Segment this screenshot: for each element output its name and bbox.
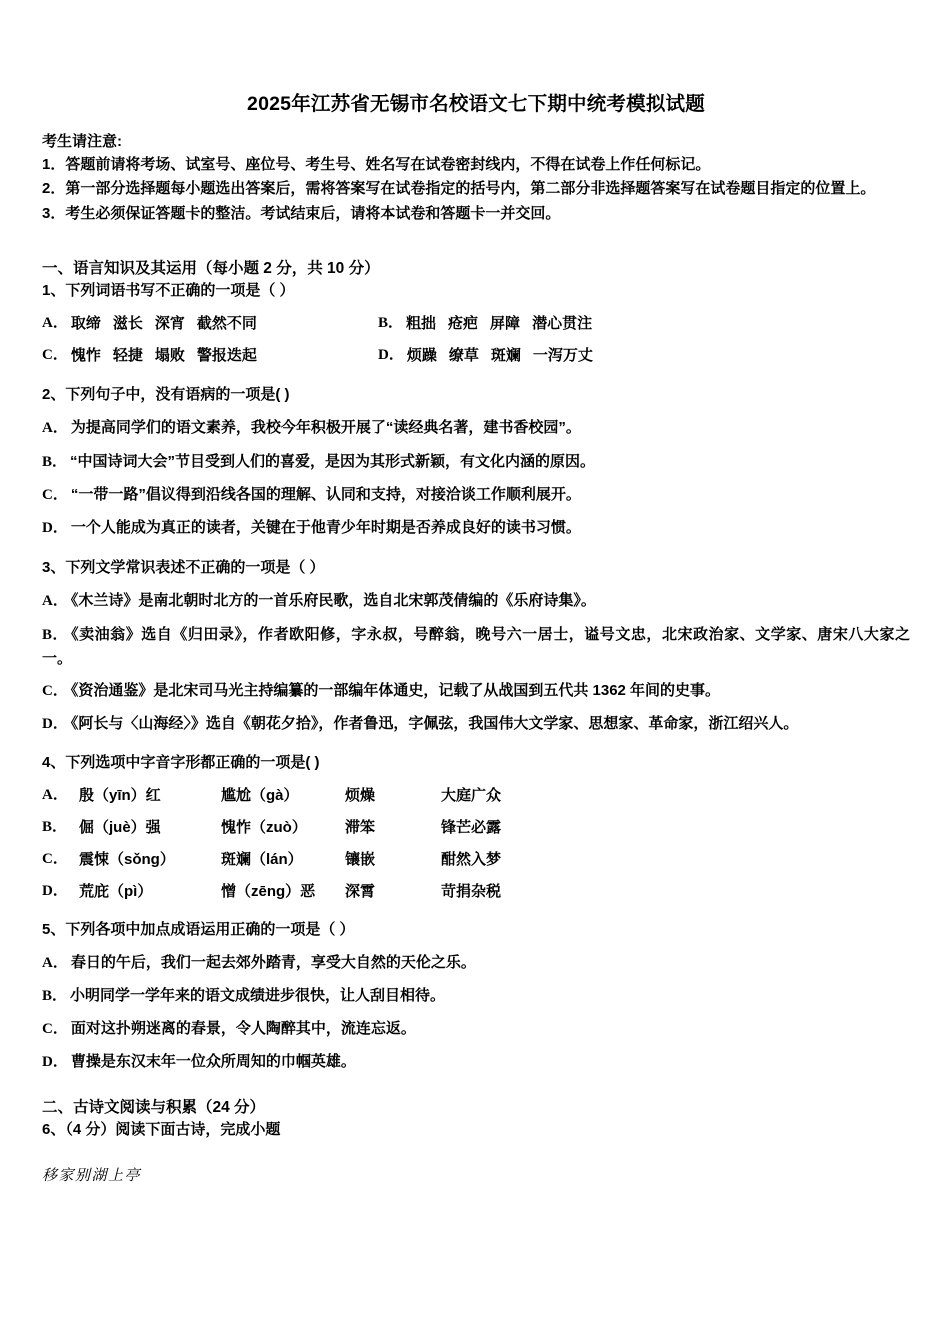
option-letter: A． <box>42 314 68 331</box>
option-cell: 滞笨 <box>345 818 376 836</box>
option-letter: D． <box>42 520 68 537</box>
notice-heading: 考生请注意: <box>42 133 122 150</box>
word: 斑斓 <box>490 347 521 365</box>
word: 缭草 <box>448 347 479 365</box>
option-cell: 尴尬（gà） <box>221 786 299 804</box>
option-text: 《阿长与〈山海经〉》选自《朝花夕拾》，作者鲁迅，字佩弦，我国伟大文学家、思想家、革命家，浙江绍兴人。 <box>70 715 799 733</box>
option-row <box>42 312 910 335</box>
option-D <box>42 880 910 903</box>
word: 烦躁 <box>406 347 437 365</box>
word: 一泻万丈 <box>532 347 593 365</box>
page-title: 2025年江苏省无锡市名校语文七下期中统考模拟试题 <box>247 93 705 115</box>
option-letter: D． <box>42 883 68 900</box>
option-text: 《木兰诗》是南北朝时北方的一首乐府民歌，选自北宋郭茂倩编的《乐府诗集》。 <box>70 592 596 610</box>
option-cell: 愧怍（zuò） <box>221 818 307 836</box>
option-letter: C． <box>42 851 68 868</box>
word: 滋长 <box>112 314 143 332</box>
option-letter: B． <box>42 626 69 643</box>
option-cell: 荒庇（pì） <box>79 883 153 901</box>
option-letter: C． <box>42 683 68 700</box>
section-heading-2: 二、古诗文阅读与积累（24 分） <box>42 1098 266 1116</box>
option-A <box>42 951 910 975</box>
option-letter: A． <box>42 420 68 437</box>
option-cell: 镶嵌 <box>345 851 376 869</box>
option-B <box>42 450 910 474</box>
word: 警报迭起 <box>196 347 257 365</box>
option-cell: 震悚（sǒng） <box>79 851 175 869</box>
option-A <box>42 784 910 807</box>
option-cell: 殷（yīn）红 <box>79 786 161 804</box>
word: 屏障 <box>490 314 521 332</box>
question-stem-6: 6、（4 分）阅读下面古诗，完成小题 <box>42 1120 281 1138</box>
word: 疮疤 <box>448 314 479 332</box>
option-B <box>42 984 910 1008</box>
option-letter: D． <box>42 1054 68 1071</box>
poem-title: 移家别湖上亭 <box>42 1167 142 1184</box>
option-cell: 深霄 <box>345 883 376 901</box>
option-text: 《资治通鉴》是北宋司马光主持编纂的一部编年体通史，记载了从战国到五代共 1362 年间的史事。 <box>70 682 721 700</box>
option-text: 春日的午后，我们一起去郊外踏青，享受大自然的天伦之乐。 <box>70 953 476 971</box>
question-stem-1: 1、下列词语书写不正确的一项是（ ） <box>42 281 295 299</box>
option-text: 面对这扑朔迷离的春景，令人陶醉其中，流连忘返。 <box>70 1020 416 1038</box>
option-C <box>42 1017 910 1041</box>
option-cell: 斑斓（lán） <box>221 851 303 869</box>
option-letter: B． <box>42 818 68 835</box>
option-text: 一个人能成为真正的读者，关键在于他青少年时期是否养成良好的读书习惯。 <box>70 519 581 537</box>
option-text: “中国诗词大会”节目受到人们的喜爱，是因为其形式新颖，有文化内涵的原因。 <box>70 452 596 470</box>
option-letter: C． <box>42 1021 68 1038</box>
option-A <box>42 312 378 335</box>
option-text: “一带一路”倡议得到沿线各国的理解、认同和支持，对接洽谈工作顺利展开。 <box>70 485 581 503</box>
option-words <box>407 344 593 367</box>
option-C <box>42 483 910 507</box>
section-heading-1: 一、语言知识及其运用（每小题 2 分，共 10 分） <box>42 259 380 277</box>
word: 深宵 <box>154 314 185 332</box>
option-cell: 憎（zēng）恶 <box>221 883 316 901</box>
option-cell: 大庭广众 <box>441 786 502 804</box>
option-words <box>406 312 592 335</box>
question-stem-2: 2、下列句子中，没有语病的一项是( ) <box>42 386 290 404</box>
option-A <box>42 416 910 440</box>
option-letter: C． <box>42 347 68 364</box>
option-cell: 酣然入梦 <box>441 851 502 869</box>
word: 愧怍 <box>70 347 101 365</box>
option-cell: 烦燥 <box>345 786 376 804</box>
option-text: 为提高同学们的语文素养，我校今年积极开展了“读经典名著，建书香校园”。 <box>70 419 581 437</box>
question-stem-5: 5、下列各项中加点成语运用正确的一项是（ ） <box>42 920 355 938</box>
option-C <box>42 679 910 703</box>
option-cell: 苛捐杂税 <box>441 883 502 901</box>
option-D <box>42 516 910 540</box>
word: 塌败 <box>154 347 185 365</box>
word: 轻捷 <box>112 347 143 365</box>
option-A <box>42 589 910 613</box>
option-letter: A． <box>42 786 68 803</box>
notice-item-2: 2．第一部分选择题每小题选出答案后，需将答案写在试卷指定的括号内，第二部分非选择题答案写在试卷题目指定的位置上。 <box>42 180 876 198</box>
option-C <box>42 344 378 367</box>
option-D <box>42 712 910 736</box>
notice-item-1: 1．答题前请将考场、试室号、座位号、考生号、姓名写在试卷密封线内，不得在试卷上作任何标记。 <box>42 156 711 173</box>
word: 粗拙 <box>406 314 437 332</box>
option-C <box>42 848 910 871</box>
option-letter: C． <box>42 486 68 503</box>
option-letter: B． <box>378 314 404 331</box>
option-D <box>378 344 593 367</box>
notice-item-3: 3．考生必须保证答题卡的整洁。考试结束后，请将本试卷和答题卡一并交回。 <box>42 204 561 222</box>
option-letter: B． <box>42 453 68 470</box>
option-B <box>378 312 592 335</box>
word: 取缔 <box>70 314 101 332</box>
option-D <box>42 1050 910 1074</box>
option-B <box>42 623 910 671</box>
option-letter: A． <box>42 954 68 971</box>
option-B <box>42 816 910 839</box>
word: 潜心贯注 <box>532 314 593 332</box>
option-words <box>71 312 257 335</box>
option-letter: D． <box>378 347 404 364</box>
option-cell: 锋芒必露 <box>441 818 502 836</box>
word: 截然不同 <box>196 314 257 332</box>
option-letter: A． <box>42 593 68 610</box>
question-stem-4: 4、下列选项中字音字形都正确的一项是( ) <box>42 753 320 771</box>
option-cell: 倔（juè）强 <box>79 818 161 836</box>
option-text: 曹操是东汉末年一位众所周知的巾帼英雄。 <box>70 1053 356 1071</box>
option-text: 《卖油翁》选自《归田录》，作者欧阳修，字永叔，号醉翁，晚号六一居士，谥号文忠，北宋政治家、文学家、唐宋八大家之一。 <box>42 625 910 667</box>
question-stem-3: 3、下列文学常识表述不正确的一项是（ ） <box>42 559 325 577</box>
option-text: 小明同学一学年来的语文成绩进步很快，让人刮目相待。 <box>70 986 446 1004</box>
option-words <box>71 344 257 367</box>
option-row <box>42 344 910 367</box>
option-letter: B． <box>42 987 68 1004</box>
option-letter: D． <box>42 716 68 733</box>
